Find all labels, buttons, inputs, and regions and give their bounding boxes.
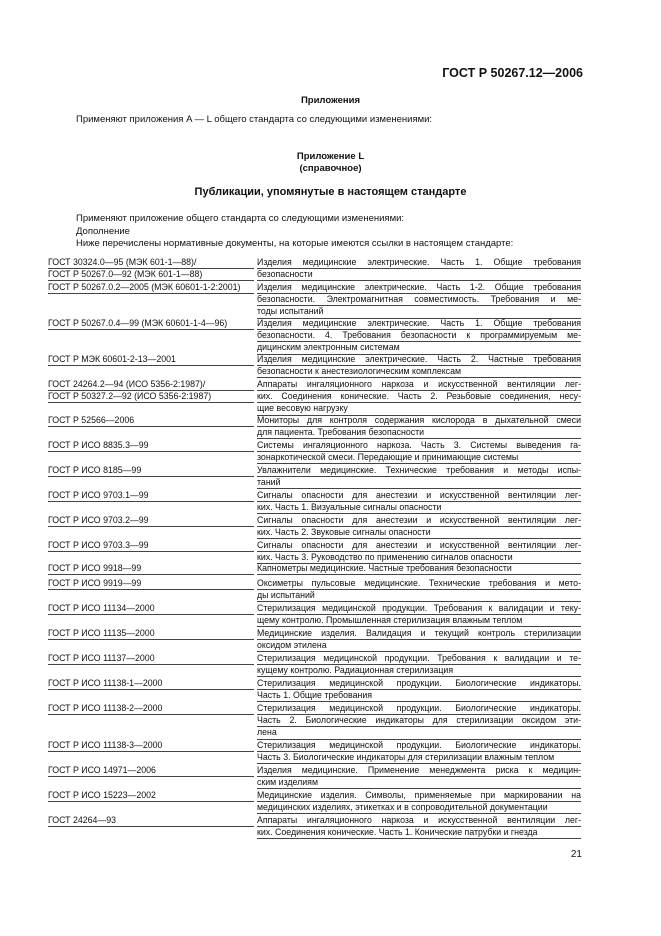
reference-code [48,282,254,294]
reference-code-line: ГОСТ 24264—93 [48,815,254,827]
section-title: Приложения [300,95,361,106]
intro-line: Дополнение [76,225,130,237]
reference-code [48,354,254,366]
reference-code-line: ГОСТ Р 50267.0.4—99 (МЭК 60601-1-4—96) [48,318,254,330]
reference-code-line: ГОСТ Р ИСО 9918—99 [48,563,254,575]
reference-title-line: лена [257,727,581,739]
reference-code [48,515,254,527]
reference-title-line: для пациента. Требования безопасности [257,427,581,439]
reference-title [257,563,581,575]
reference-title-line: Изделия медицинские. Применение менеджмента риска к медицин- [257,765,581,777]
reference-code [48,790,254,802]
reference-code [48,628,254,640]
reference-code-line: ГОСТ Р ИСО 9703.3—99 [48,540,254,552]
reference-title-line: Системы ингаляционного наркоза. Часть 3. Системы выведения га- [257,440,581,452]
reference-title [257,790,581,814]
reference-title-line: Стерилизация медицинской продукции. Биологические индикаторы. [257,740,581,752]
reference-code-line: ГОСТ Р ИСО 11138-2—2000 [48,703,254,715]
reference-title [257,540,581,564]
reference-code [48,703,254,715]
reference-title-line: безопасности к анестезиологическим комплексам [257,366,581,378]
reference-code [48,678,254,690]
reference-title-line: кущему контролю. Радиационная стерилизация [257,665,581,677]
reference-title-line: Изделия медицинские электрические. Часть 1. Общие требования [257,318,581,330]
reference-code-line: ГОСТ 30324.0—95 (МЭК 601-1—88)/ [48,257,254,269]
reference-title-line: Аппараты ингаляционного наркоза и искусственной вентиляции лег- [257,379,581,391]
page-number: 21 [570,849,582,860]
intro-line: Ниже перечислены нормативные документы, на которые имеются ссылки в настоящем стандарте: [76,238,514,249]
reference-title [257,415,581,439]
reference-title-line: безопасности [257,269,581,281]
reference-title [257,740,581,764]
document-header: ГОСТ Р 50267.12—2006 [442,66,583,80]
reference-code-line: ГОСТ Р 50267.0.2—2005 (МЭК 60601-1-2:2001) [48,282,254,294]
reference-code [48,440,254,452]
reference-code-line: ГОСТ Р 50327.2—92 (ИСО 5356-2:1987) [48,391,254,403]
reference-code [48,379,254,403]
reference-code [48,563,254,575]
reference-title [257,578,581,602]
reference-title-line: оксидом этилена [257,640,581,652]
reference-title-line: безопасности. 4. Требования безопасности к программируемым ме- [257,330,581,342]
reference-code [48,653,254,665]
reference-code [48,540,254,552]
reference-title-line: зонаркотической смеси. Передающие и принимающие системы [257,452,581,464]
reference-code [48,815,254,827]
reference-title [257,490,581,514]
reference-code-line: ГОСТ Р ИСО 8835.3—99 [48,440,254,452]
reference-title-line: Часть 1. Общие требования [257,690,581,702]
reference-code [48,415,254,427]
reference-title-line: ких. Соединения конические. Часть 2. Резьбовые соединения, несу- [257,391,581,403]
reference-title-line: Сигналы опасности для анестезии и искусственной вентиляции лег- [257,490,581,502]
reference-title-line: Изделия медицинские электрические. Часть 1. Общие требования [257,257,581,269]
reference-title [257,703,581,740]
reference-code-line: ГОСТ Р ИСО 14971—2006 [48,765,254,777]
reference-title [257,465,581,489]
reference-code [48,740,254,752]
reference-title-line: дицинским электронным системам [257,342,581,354]
reference-title-line: Сигналы опасности для анестезии и искусственной вентиляции лег- [257,540,581,552]
reference-title-line: Сигналы опасности для анестезии и искусственной вентиляции лег- [257,515,581,527]
reference-title-line: ких. Соединения конические. Часть 1. Конические патрубки и гнезда [257,827,581,839]
section-text: Применяют приложения A — L общего стандарта со следующими изменениями: [76,114,433,125]
reference-code-line: ГОСТ Р МЭК 60601-2-13—2001 [48,354,254,366]
reference-code-line: ГОСТ Р ИСО 11135—2000 [48,628,254,640]
reference-title [257,515,581,539]
reference-title-line: таний [257,477,581,489]
reference-title-line: Медицинские изделия. Символы, применяемые при маркировании на [257,790,581,802]
appendix-subtitle: (справочное) [299,163,362,174]
reference-title-line: щему контролю. Промышленная стерилизация влажным теплом [257,615,581,627]
reference-code-line: ГОСТ Р ИСО 9703.1—99 [48,490,254,502]
reference-code-line: ГОСТ Р 52566—2006 [48,415,254,427]
appendix-title: Приложение L [296,151,365,162]
reference-title-line: Стерилизация медицинской продукции. Биологические индикаторы. [257,678,581,690]
reference-title-line: Стерилизация медицинской продукции. Биологические индикаторы. [257,703,581,715]
reference-title-line: Стерилизация медицинской продукции. Требования к валидации и теку- [257,603,581,615]
reference-title [257,379,581,416]
reference-title-line: Оксиметры пульсовые медицинские. Технические требования и мето- [257,578,581,590]
reference-code [48,257,254,281]
reference-title-line: Аппараты ингаляционного наркоза и искусственной вентиляции лег- [257,815,581,827]
reference-title-line: ких. Часть 3. Руководство по применению сигналов опасности [257,552,581,564]
reference-code-line: ГОСТ Р ИСО 9919—99 [48,578,254,590]
reference-title-line: тоды испытаний [257,306,581,318]
reference-title-line: Стерилизация медицинской продукции. Требования к валидации и те- [257,653,581,665]
reference-title [257,628,581,652]
publications-title: Публикации, упомянутые в настоящем стандарте [194,186,467,198]
reference-code [48,603,254,615]
reference-title-line: Часть 3. Биологические индикаторы для стерилизации влажным теплом [257,752,581,764]
intro-line: Применяют приложение общего стандарта со следующими изменениями: [76,213,405,224]
reference-title-line: щие весовую нагрузку [257,403,581,415]
reference-title-line: ких. Часть 2. Звуковые сигналы опасности [257,527,581,539]
reference-code [48,465,254,477]
reference-title-line: Капнометры медицинские. Частные требования безопасности [257,563,581,575]
reference-title [257,765,581,789]
reference-code-line: ГОСТ 24264.2—94 (ИСО 5356-2:1987)/ [48,379,254,391]
reference-title [257,318,581,355]
reference-title-line: безопасности. Электромагнитная совместимость. Требования и ме- [257,294,581,306]
reference-title [257,282,581,319]
reference-title [257,678,581,702]
reference-title-line: Изделия медицинские электрические. Часть 1-2. Общие требования [257,282,581,294]
reference-title [257,440,581,464]
reference-title-line: Увлажнители медицинские. Технические требования и методы испы- [257,465,581,477]
reference-code-line: ГОСТ Р ИСО 9703.2—99 [48,515,254,527]
reference-code [48,318,254,330]
reference-title [257,603,581,627]
reference-title-line: медицинских изделиях, этикетках и в сопроводительной документации [257,802,581,814]
reference-title [257,653,581,677]
reference-code-line: ГОСТ Р ИСО 11137—2000 [48,653,254,665]
reference-title-line: Мониторы для контроля содержания кислорода в дыхательной смеси [257,415,581,427]
reference-code-line: ГОСТ Р 50267.0—92 (МЭК 601-1—88) [48,269,254,281]
reference-code-line: ГОСТ Р ИСО 11134—2000 [48,603,254,615]
reference-title [257,354,581,378]
reference-title-line: Медицинские изделия. Валидация и текущий контроль стерилизации [257,628,581,640]
reference-title-line: ких. Часть 1. Визуальные сигналы опасности [257,502,581,514]
reference-code-line: ГОСТ Р ИСО 11138-1—2000 [48,678,254,690]
reference-code-line: ГОСТ Р ИСО 11138-3—2000 [48,740,254,752]
intro-block [76,213,513,251]
reference-title-line: Часть 2. Биологические индикаторы для стерилизации оксидом эти- [257,715,581,727]
reference-title [257,815,581,839]
reference-title-line: ским изделиям [257,777,581,789]
reference-title [257,257,581,281]
reference-title-line: ды испытаний [257,590,581,602]
reference-code-line: ГОСТ Р ИСО 8185—99 [48,465,254,477]
reference-code [48,490,254,502]
reference-code [48,578,254,590]
reference-code-line: ГОСТ Р ИСО 15223—2002 [48,790,254,802]
reference-code [48,765,254,777]
reference-title-line: Изделия медицинские электрические. Часть 2. Частные требования [257,354,581,366]
